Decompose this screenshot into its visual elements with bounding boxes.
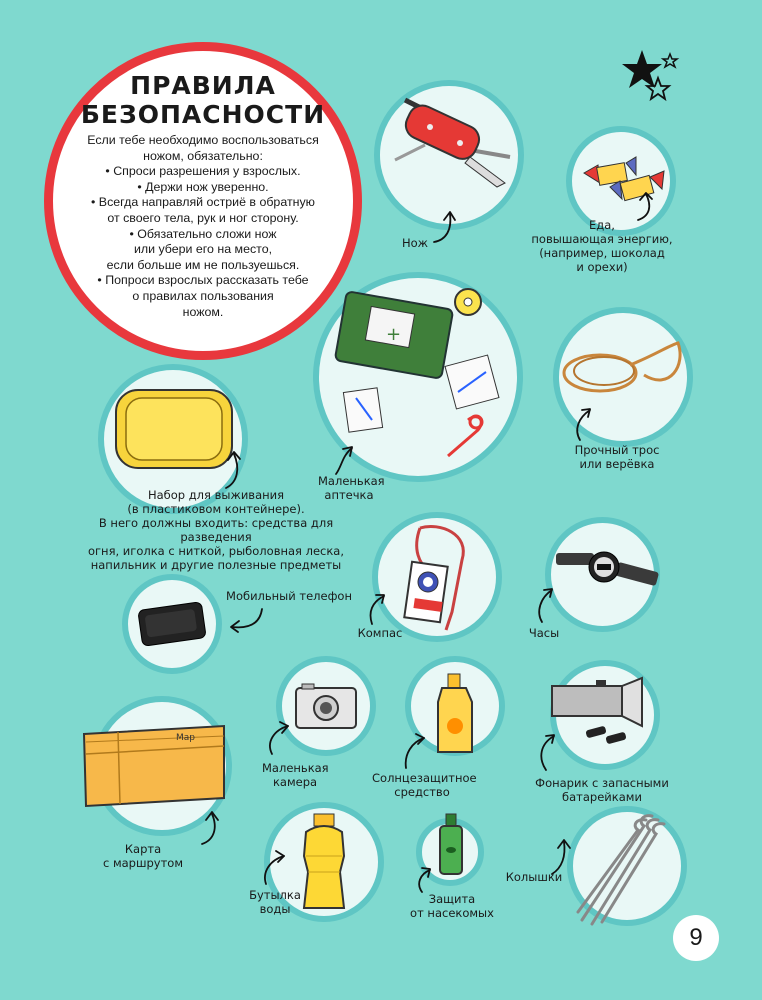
insect-spray-icon [434,812,468,876]
map-word: Map [176,733,195,743]
safety-rules-panel [44,42,362,360]
watch-label: Часы [528,626,560,640]
rules-line: от своего тела, рук и ног сторону. [107,210,299,225]
star-decoration-icon [622,48,692,108]
rules-line: • Держи нож уверенно. [137,179,269,194]
first-aid-kit-icon [328,280,508,465]
rules-line: • Обязательно сложи нож [129,226,277,241]
flashlight-icon [546,676,664,752]
food-label: Еда, повышающая энергию, (например, шоколад и орехи) [531,218,673,274]
water-bottle-label: Бутылка воды [249,888,301,916]
svg-text:+: + [386,324,402,345]
arrow-icon [572,404,598,444]
rules-line: ножом, обязательно: [143,148,263,163]
pocket-knife-icon [385,95,515,195]
rules-line: или убери его на место, [133,242,273,257]
first-aid-label: Маленькая аптечка [318,474,385,502]
tent-pegs-label: Колышки [505,870,563,884]
arrow-icon [630,190,660,224]
arrow-icon [366,590,390,626]
arrow-icon [534,584,560,624]
folded-map-icon [78,724,228,808]
phone-label: Мобильный телефон [226,589,352,603]
arrow-icon [196,808,226,846]
rules-line: ножом. [182,304,224,319]
safety-rules-title: ПРАВИЛА БЕЗОПАСНОСТИ [80,71,326,129]
camera-icon [292,682,360,732]
compass-icon [400,520,490,640]
camera-label: Маленькая камера [262,761,329,789]
survival-kit-label: Набор для выживания (в пластиковом контейнере). В него должны входить: средства для разведения огня, иголка с ниткой, рыболовная леска, напильник и другие полезные предметы [87,488,345,572]
rules-line: • Всегда направляй остриё в обратную [91,195,315,210]
tent-pegs-icon [574,808,674,926]
arrow-icon [536,728,562,772]
torch-label: Фонарик с запасными батарейками [535,776,669,804]
insect-repellent-label: Защита от насекомых [410,892,494,920]
page-number: 9 [673,915,719,961]
rope-label: Прочный трос или верёвка [574,443,660,471]
arrow-icon [264,718,294,756]
knife-label: Нож [401,236,429,250]
rules-line: • Попроси взрослых рассказать тебе [97,273,309,288]
arrow-icon [430,208,460,248]
mobile-phone-icon [136,600,208,648]
rules-line: если больше им не пользуешься. [106,257,300,272]
arrow-icon [218,448,248,492]
rope-icon [560,335,690,405]
wrist-watch-icon [552,545,662,595]
arrow-icon [414,864,438,894]
map-label: Карта с маршрутом [102,842,184,870]
arrow-icon [226,605,266,635]
arrow-icon [546,836,576,876]
rules-line: • Спроси разрешения у взрослых. [105,164,301,179]
arrow-icon [330,442,360,478]
arrow-icon [400,730,430,770]
sunscreen-label: Солнцезащитное средство [372,771,477,799]
safety-rules-text [71,133,335,320]
rules-line: Если тебе необходимо воспользоваться [87,133,319,147]
rules-line: о правилах пользования [132,288,274,303]
compass-label: Компас [357,626,403,640]
sunscreen-bottle-icon [430,672,480,756]
arrow-icon [260,846,290,886]
